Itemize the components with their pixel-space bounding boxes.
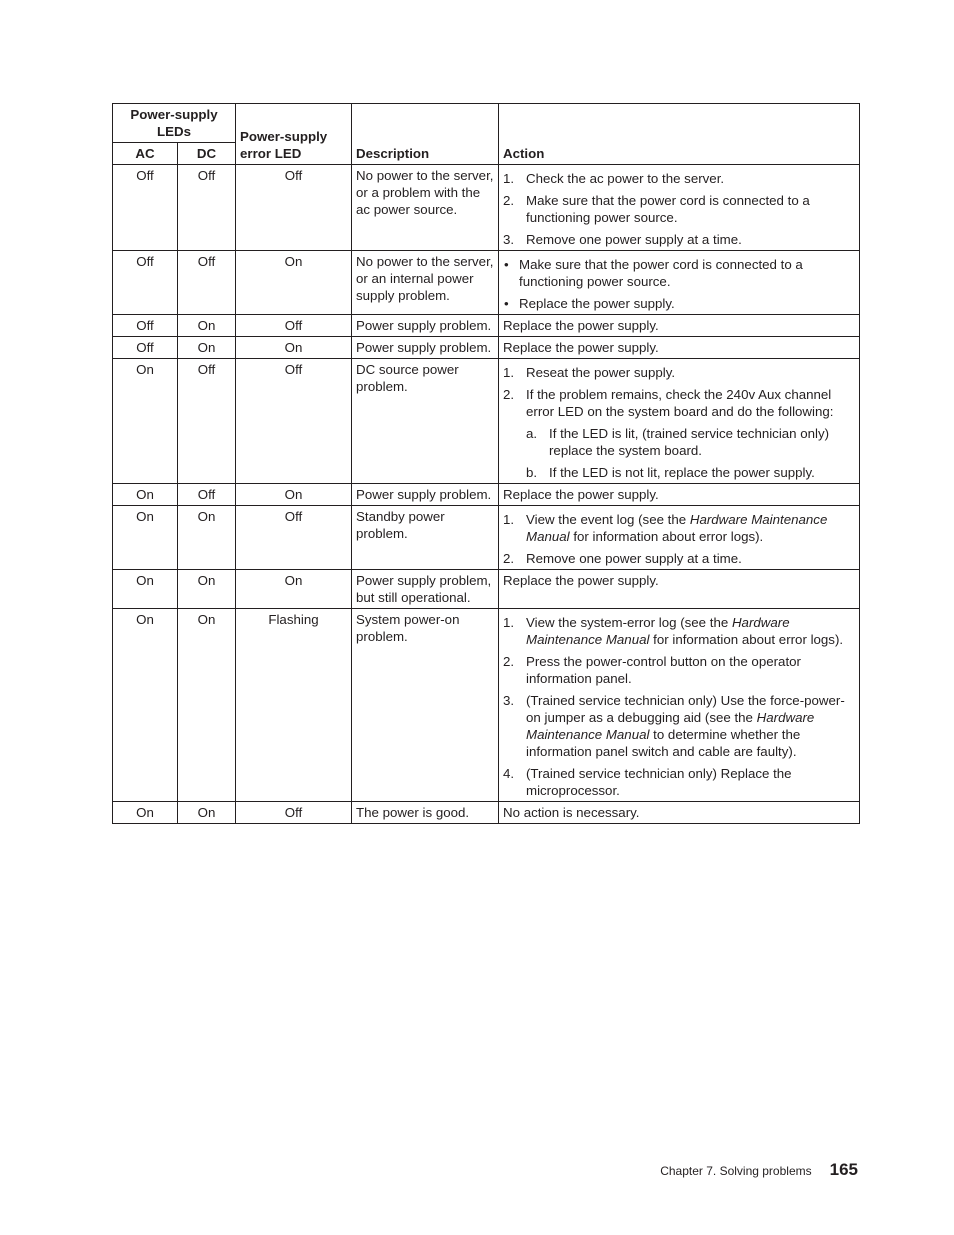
error-led-cell: On — [236, 251, 352, 315]
dc-cell: On — [178, 570, 236, 609]
list-item-text: Remove one power supply at a time. — [526, 551, 742, 566]
description-cell: System power-on problem. — [352, 609, 499, 802]
dc-cell: Off — [178, 359, 236, 484]
step-number: 2. — [503, 387, 515, 402]
description-cell: Power supply problem. — [352, 315, 499, 337]
ac-cell: On — [113, 609, 178, 802]
dc-cell: On — [178, 315, 236, 337]
manual-title: Hardware Maintenance Manual — [526, 512, 828, 544]
list-item-text: Make sure that the power cord is connected to a functioning power source. — [526, 193, 810, 225]
step-number: 2. — [503, 193, 515, 208]
list-item-text: Check the ac power to the server. — [526, 171, 725, 186]
description-cell: Power supply problem, but still operational. — [352, 570, 499, 609]
dc-cell: On — [178, 609, 236, 802]
error-led-cell: On — [236, 484, 352, 506]
step-number: 1. — [503, 171, 515, 186]
table-row — [113, 337, 860, 359]
list-item — [503, 295, 855, 312]
list-item-text: (Trained service technician only) Use the force-power-on jumper as a debugging aid (see the Hardware Maintenance Manual to determine whether the information panel switch and cable are faulty). — [526, 693, 845, 759]
action-cell — [499, 359, 860, 484]
header-description: Description — [352, 104, 499, 165]
action-step-list — [503, 614, 855, 799]
list-item — [503, 692, 855, 760]
action-cell — [499, 165, 860, 251]
table-row — [113, 165, 860, 251]
list-item-text: If the LED is not lit, replace the power supply. — [549, 465, 815, 480]
table-row — [113, 251, 860, 315]
action-substep-list — [526, 425, 855, 481]
error-led-cell: Flashing — [236, 609, 352, 802]
error-led-cell: On — [236, 337, 352, 359]
error-led-cell: Off — [236, 506, 352, 570]
action-cell: Replace the power supply. — [499, 484, 860, 506]
error-led-cell: Off — [236, 315, 352, 337]
list-item-text: Replace the power supply. — [519, 296, 675, 311]
list-item — [503, 511, 855, 545]
error-led-cell: Off — [236, 359, 352, 484]
ac-cell: On — [113, 506, 178, 570]
ac-cell: On — [113, 359, 178, 484]
list-item — [503, 364, 855, 381]
ac-cell: On — [113, 484, 178, 506]
list-item-text: Press the power-control button on the operator information panel. — [526, 654, 801, 686]
description-cell: DC source power problem. — [352, 359, 499, 484]
list-item — [503, 614, 855, 648]
table-row — [113, 802, 860, 824]
table-row — [113, 609, 860, 802]
action-cell: Replace the power supply. — [499, 315, 860, 337]
dc-cell: Off — [178, 251, 236, 315]
dc-cell: On — [178, 802, 236, 824]
ac-cell: Off — [113, 337, 178, 359]
action-step-list — [503, 364, 855, 481]
list-item — [503, 550, 855, 567]
power-supply-led-table — [112, 103, 860, 824]
list-item — [503, 192, 855, 226]
page-number: 165 — [829, 1160, 858, 1179]
list-item — [503, 231, 855, 248]
step-number: 3. — [503, 232, 515, 247]
step-number: 2. — [503, 654, 515, 669]
list-item — [503, 765, 855, 799]
action-cell — [499, 609, 860, 802]
list-item — [526, 425, 855, 459]
action-step-list — [503, 511, 855, 567]
error-led-cell: Off — [236, 802, 352, 824]
description-cell: The power is good. — [352, 802, 499, 824]
table-row — [113, 315, 860, 337]
step-number: 1. — [503, 615, 515, 630]
list-item-text: Make sure that the power cord is connected to a functioning power source. — [519, 257, 803, 289]
error-led-cell: Off — [236, 165, 352, 251]
action-cell: Replace the power supply. — [499, 570, 860, 609]
description-cell: No power to the server, or an internal power supply problem. — [352, 251, 499, 315]
chapter-title: Chapter 7. Solving problems — [660, 1164, 812, 1178]
action-bullet-list — [503, 256, 855, 312]
list-item-text: Remove one power supply at a time. — [526, 232, 742, 247]
description-cell: Standby power problem. — [352, 506, 499, 570]
error-led-cell: On — [236, 570, 352, 609]
list-item — [503, 170, 855, 187]
action-cell: Replace the power supply. — [499, 337, 860, 359]
step-number: 1. — [503, 512, 515, 527]
substep-letter: b. — [526, 465, 538, 480]
table-row — [113, 506, 860, 570]
table-row — [113, 359, 860, 484]
list-item-text: (Trained service technician only) Replace the microprocessor. — [526, 766, 792, 798]
header-action: Action — [499, 104, 860, 165]
step-number: 3. — [503, 693, 515, 708]
step-number: 4. — [503, 766, 515, 781]
ac-cell: Off — [113, 315, 178, 337]
step-number: 2. — [503, 551, 515, 566]
list-item-text: View the system-error log (see the Hardware Maintenance Manual for information about error logs). — [526, 615, 844, 647]
ac-cell: On — [113, 802, 178, 824]
table-row — [113, 484, 860, 506]
action-step-list — [503, 170, 855, 248]
action-cell — [499, 506, 860, 570]
dc-cell: Off — [178, 165, 236, 251]
step-number: 1. — [503, 365, 515, 380]
action-cell — [499, 251, 860, 315]
description-cell: No power to the server, or a problem with the ac power source. — [352, 165, 499, 251]
page-footer — [660, 1160, 858, 1180]
ac-cell: Off — [113, 165, 178, 251]
list-item-text: Reseat the power supply. — [526, 365, 676, 380]
list-item — [503, 386, 855, 481]
description-cell: Power supply problem. — [352, 484, 499, 506]
ac-cell: On — [113, 570, 178, 609]
manual-title: Hardware Maintenance Manual — [526, 710, 815, 742]
manual-title: Hardware Maintenance Manual — [526, 615, 790, 647]
bullet-icon: • — [504, 257, 509, 272]
header-dc: DC — [178, 143, 236, 165]
list-item-text: View the event log (see the Hardware Maintenance Manual for information about error logs). — [526, 512, 828, 544]
list-item-text: If the LED is lit, (trained service technician only) replace the system board. — [549, 426, 830, 458]
dc-cell: On — [178, 506, 236, 570]
table-row — [113, 570, 860, 609]
substep-letter: a. — [526, 426, 538, 441]
bullet-icon: • — [504, 296, 509, 311]
list-item-text: If the problem remains, check the 240v Aux channel error LED on the system board and do the following: — [526, 387, 834, 419]
description-cell: Power supply problem. — [352, 337, 499, 359]
action-cell: No action is necessary. — [499, 802, 860, 824]
list-item — [503, 256, 855, 290]
dc-cell: On — [178, 337, 236, 359]
ac-cell: Off — [113, 251, 178, 315]
dc-cell: Off — [178, 484, 236, 506]
header-power-supply-leds: Power-supply LEDs — [113, 104, 236, 143]
list-item — [503, 653, 855, 687]
header-error-led: Power-supply error LED — [236, 104, 352, 165]
list-item — [526, 464, 855, 481]
header-ac: AC — [113, 143, 178, 165]
